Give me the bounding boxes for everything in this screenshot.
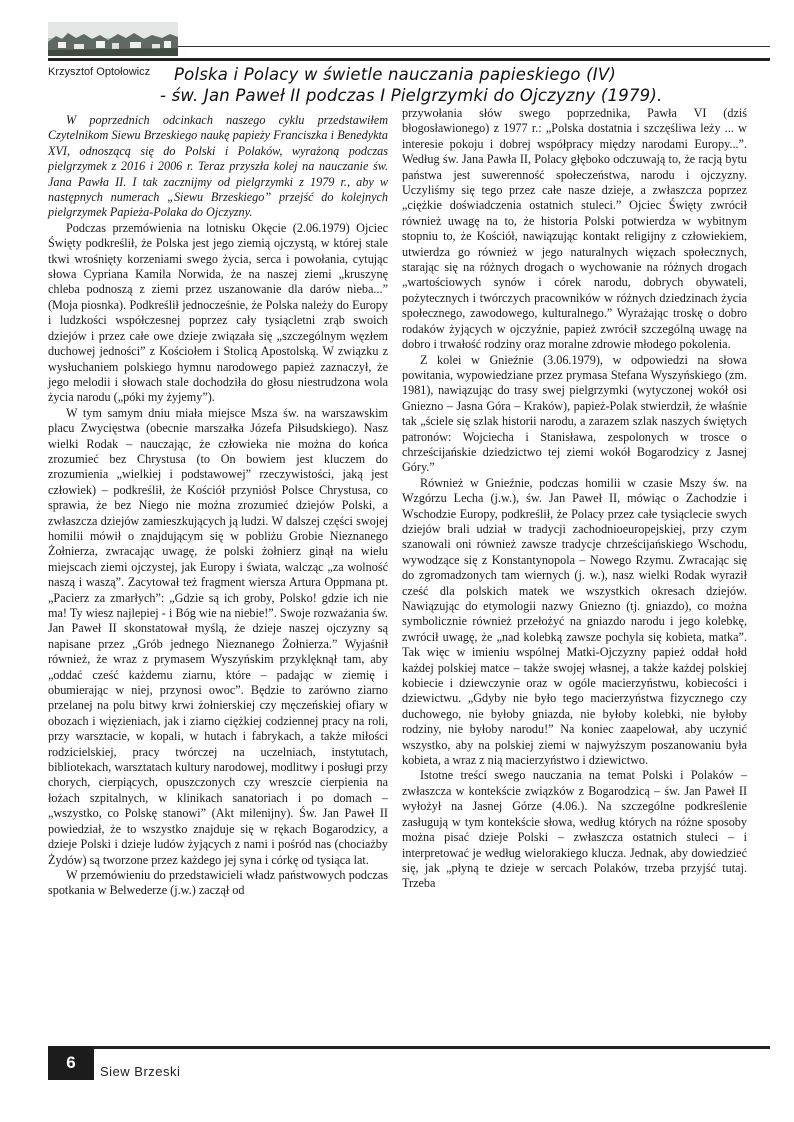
- paragraph: W tym samym dniu miała miejsce Msza św. na warszawskim placu Zwycięstwa (obecnie marszałka Józefa Piłsudskiego). Nasz wielki Rodak – nauczając, że człowieka nie można do końca zrozumieć bez Chrystusa (to On bowiem jest kluczem do zrozumienia „wielkiej i podstawowej” rzeczywistości, jaką jest człowiek) – podkreślił, że Kościół przyniósł Polsce Chrystusa, co sprawia, że bez Niego nie można zrozumieć dziejów Polski, a zwłaszcza dziejów zamieszkujących ją ludzi. W dalszej części swojej homilii mówił o znajdującym się w pobliżu Grobie Nieznanego Żołnierza, zwracając uwagę, że polski żołnierz ginął na wielu miejscach ziemi ojczystej, jak Europy i świata, walcząc „za wolność naszą i waszą”. Zacytował też fragment wiersza Artura Oppmana pt. „Pacierz za zmarłych”: „Gdzie są ich groby, Polsko! gdzie ich nie ma! Ty wiesz najlepiej - i Bóg wie na niebie!”. Swoje rozważania św. Jan Paweł II skonstatował myślą, że dzieje naszej ojczyzny są napisane przez „Grób jednego Nieznanego Żołnierza.” Wyjaśnił również, że wraz z prymasem Wyszyńskim przyklęknął tam, aby „oddać cześć każdemu ziarnu, które – padając w ziemię i obumierając w niej, przynosi owoc”. Będzie to zarówno ziarno przelanej na polu bitwy krwi żołnierskiej czy męczeńskiej ofiary w obozach i więzieniach, jak i ziarno ciężkiej codziennej pracy na roli, przy warsztacie, w kopali, w hutach i fabrykach, a także miłości rodzicielskiej, pracy twórczej na uczelniach, instytutach, bibliotekach, warsztatach kultury narodowej, modlitwy i posługi przy chorych, cierpiących, opuszczonych czy wreszcie cierpienia na łożach szpitalnych, w klinikach sanatoriach i po domach – „wszystko, co Polskę stanowi” (Akt milenijny). Św. Jan Paweł II powiedział, że to wszystko znajduje się w rękach Bogarodzicy, a dzieje Polski i dzieje ludów żyjących z nami i pośród nas (chociażby Żydów) są tworzone przez każdego jej syna i córkę od tysiąca lat.: [48, 405, 388, 867]
- paragraph: Również w Gnieźnie, podczas homilii w czasie Mszy św. na Wzgórzu Lecha (j.w.), św. Jan Paweł II, mówiąc o Zachodzie i Wschodzie Europy, podkreślił, że Polacy przez całe tysiąclecie swych dziejów brali udział w tradycji zachodnioeuropejskiej, przy czym szanowali oni również zawsze tradycje chrześcijańskiego Wschodu, wywodzące się z Konstantynopola – Nowego Rzymu. Zwracając się do zgromadzonych tam wiernych (j. w.), nasz wielki Rodak wyraził cześć dla polskich matek we wszystkich okresach dziejów. Nawiązując do etymologii nazwy Gniezno (tj. gniazdo), co można symbolicznie również przełożyć na gniazdo narodu i jego kolebkę, zwrócił uwagę, że „nad kolebką zawsze pochyla się kobieta, matka”. Tak więc w imieniu wspólnej Matki-Ojczyzny papież oddał hołd każdej polskiej matce – także swojej własnej, a także każdej polskiej kobiecie i dziewczynie oraz w ogóle macierzyństwu, kobiecości i dziewictwu. „Gdyby nie było tego macierzyństwa fizycznego czy duchowego, nie byłoby gniazda, nie byłoby kolebki, nie byłoby rodziny, nie byłoby narodu!” Na koniec zaapelował, aby uczynić wszystko, aby na polskiej ziemi w najwyższym poszanowaniu była kobieta, a wraz z nią macierzyństwo i dziewictwo.: [402, 475, 747, 768]
- paragraph: W przemówieniu do przedstawicieli władz państwowych podczas spotkania w Belwederze (j.w.) zaczął od: [48, 867, 388, 898]
- header-thin-rule: [178, 46, 770, 47]
- paragraph: przywołania słów swego poprzednika, Pawła VI (dziś błogosławionego) z 1977 r.: „Polska dostatnia i szczęśliwa leży ... w interesie pokoju i dobrej współpracy między narodami Europy...”. Według św. Jana Pawła II, Polacy głęboko odczuwają to, że racją bytu państwa jest suwerenność społeczeństwa, narodu i ojczyzny. Uczyliśmy się tego przez całe nasze dzieje, a zwłaszcza poprzez „ciężkie doświadczenia ostatnich stuleci.” Ojciec Święty zwrócił również uwagę na to, że historia Polski potwierdza w wybitnym stopniu to, że Kościół, nawiązując kontakt religijny z człowiekiem, utwierdza go również w jego naturalnych więzach społecznych, starając się na różnych drogach o wychowanie na różnych drogach „wartościowych synów i córek narodu, dobrych obywateli, pożytecznych i twórczych pracowników w różnych dziedzinach życia społecznego, zawodowego, kulturalnego.” Wyrażając troskę o dobro rodaków żyjących w ojczyźnie, papież zwrócił szczególną uwagę na dobro i trwałość rodziny oraz moralne zdrowie młodego pokolenia.: [402, 106, 747, 352]
- paragraph: Z kolei w Gnieźnie (3.06.1979), w odpowiedzi na słowa powitania, wypowiedziane przez prymasa Stefana Wyszyńskiego (zm. 1981), nawiązując do trasy swej pielgrzymki (wytyczonej wokół osi Gniezno – Jasna Góra – Kraków), papież-Polak stwierdził, że właśnie tak „ściele się szlak historii narodu, a zarazem szlak naszych świętych patronów: Wojciecha i Stanisława, zespolonych w trosce o chrześcijańskie dziedzictwo tej ziemi wokół Bogarodzicy z Jasnej Góry.”: [402, 352, 747, 475]
- header-photo-village: [48, 22, 178, 56]
- left-column: [48, 113, 388, 899]
- lead-paragraph: W poprzednich odcinkach naszego cyklu przedstawiłem Czytelnikom Siewu Brzeskiego naukę papieży Franciszka i Benedykta XVI, odnoszącą się do Polski i Polaków, wyrażoną podczas pielgrzymek z 2016 i 2006 r. Teraz przyszła kolej na nauczanie św. Jana Pawła II. I tak zacznijmy od pielgrzymki z 1979 r., aby w następnych numerach „Siewu Brzeskiego” przejść do kolejnych pielgrzymek Papieża-Polaka do Ojczyzny.: [48, 113, 388, 220]
- paragraph: Istotne treści swego nauczania na temat Polski i Polaków – zwłaszcza w kontekście związków z Bogarodzicą – św. Jan Paweł II wyłożył na Jasnej Górze (4.06.). Na szczególne podkreślenie zasługują w tym kontekście słowa, według których na różne sposoby można pisać dzieje Polski – zwłaszcza ostatnich stuleci – i interpretować je według wielorakiego klucza. Jednak, aby dowiedzieć się, jak „płyną te dzieje w sercach Polaków, trzeba przyjść tutaj. Trzeba: [402, 768, 747, 891]
- header-strip: [48, 22, 770, 58]
- page-number: 6: [48, 1046, 94, 1080]
- publication-name: Siew Brzeski: [100, 1064, 181, 1079]
- article-title: [160, 64, 770, 106]
- footer-rule: [48, 1046, 770, 1049]
- paragraph: Podczas przemówienia na lotnisku Okęcie (2.06.1979) Ojciec Święty podkreślił, że Polska jest jego ziemią ojczystą, w której stale tkwi wrośnięty korzeniami swego życia, serca i powołania, cytując słowa Cypriana Kamila Norwida, że na naszej ziemi „kruszynę chleba podnoszą z ziemi przez uszanowanie dla darów nieba...” (Moja piosnka). Podkreślił jednocześnie, że Polska należy do Europy i ludzkości współczesnej poprzez cały tysiącletni zrąb swoich dziejów i przez całe owe dzieje związała się „szczególnym węzłem duchowej jedności” z Kościołem i Stolicą Apostolską. W związku z wysłuchaniem polskiego hymnu narodowego papież zaznaczył, że jego melodii i słowach stale dochodziła do głosu niestrudzona wola życia narodu („póki my żyjemy”).: [48, 220, 388, 405]
- article-title-line-1: Polska i Polacy w świetle nauczania papieskiego (IV): [174, 65, 616, 84]
- article-title-line-2: - św. Jan Paweł II podczas I Pielgrzymki do Ojczyzny (1979).: [160, 86, 663, 105]
- header-thick-rule: [48, 58, 770, 61]
- right-column: [402, 106, 747, 892]
- article-author: Krzysztof Optołowicz: [48, 66, 151, 78]
